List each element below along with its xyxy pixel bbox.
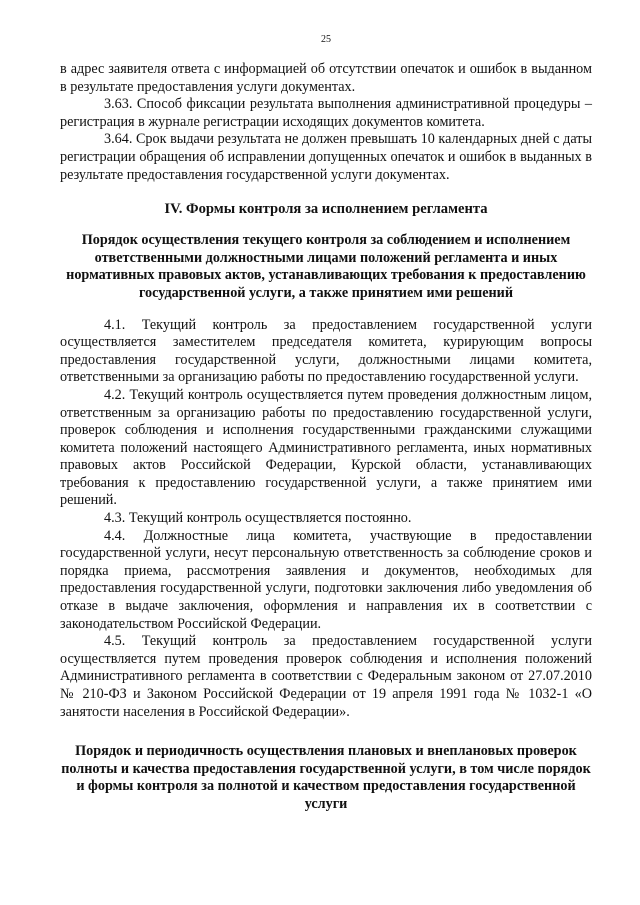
subsection-heading-inspections: Порядок и периодичность осуществления плановых и внеплановых проверок полноты и качества предоставления государственной услуги, в том числе порядок и формы контроля за полнотой и качеством предоставления государственной услуги [61, 743, 591, 812]
paragraph-4-5: 4.5. Текущий контроль за предоставлением государственной услуги осуществляется путем проведения проверок соблюдения и исполнения положений Административного регламента в соответствии с Федеральным законом от 27.07.2010 № 210-ФЗ и Законом Российской Федерации от 19 апреля 1991 года № 1032-1 «О занятости населения в Российской Федерации». [60, 633, 592, 720]
paragraph-3-64: 3.64. Срок выдачи результата не должен превышать 10 календарных дней с даты регистрации обращения об исправлении допущенных опечаток и ошибок в выданных в результате предоставления государственной услуги документах. [60, 131, 592, 183]
paragraph-4-1: 4.1. Текущий контроль за предоставлением государственной услуги осуществляется заместителем председателя комитета, курирующим вопросы предоставления государственной услуги, должностными лицами комитета, ответственными за организацию работы по предоставлению государственной услуги. [60, 316, 592, 386]
paragraph-4-4: 4.4. Должностные лица комитета, участвующие в предоставлении государственной услуги, несут персональную ответственность за соблюдение сроков и порядка приема, рассмотрения заявления и документов, необходимых для предоставления государственной услуги, подготовки заключения либо уведомления об отказе в выдаче заключения, оформления и направления их в соответствии с законодательством Российской Федерации. [60, 527, 592, 632]
paragraph-4-2: 4.2. Текущий контроль осуществляется путем проведения должностным лицом, ответственным за организацию работы по предоставлению государственной услуги, проверок соблюдения и исполнения государственными гражданскими служащими комитета положений настоящего Административного регламента, иных нормативных правовых актов Российской Федерации, Курской области, устанавливающих требования к предоставлению государственной услуги, а также принятием ими решений. [60, 386, 592, 509]
page-number: 25 [321, 34, 331, 45]
subsection-heading-current-control: Порядок осуществления текущего контроля за соблюдением и исполнением ответственными должностными лицами положений регламента и иных нормативных правовых актов, устанавливающих требования к предоставлению государственной услуги, а также принятием ими решений [66, 232, 586, 301]
paragraph-continuation: в адрес заявителя ответа с информацией об отсутствии опечаток и ошибок в выданном в результате предоставления услуги документах. [60, 61, 592, 95]
paragraph-3-63: 3.63. Способ фиксации результата выполнения административной процедуры – регистрация в журнале регистрации исходящих документов комитета. [60, 96, 592, 130]
paragraph-4-3: 4.3. Текущий контроль осуществляется постоянно. [104, 510, 412, 527]
section-title-iv: IV. Формы контроля за исполнением регламента [164, 201, 488, 218]
